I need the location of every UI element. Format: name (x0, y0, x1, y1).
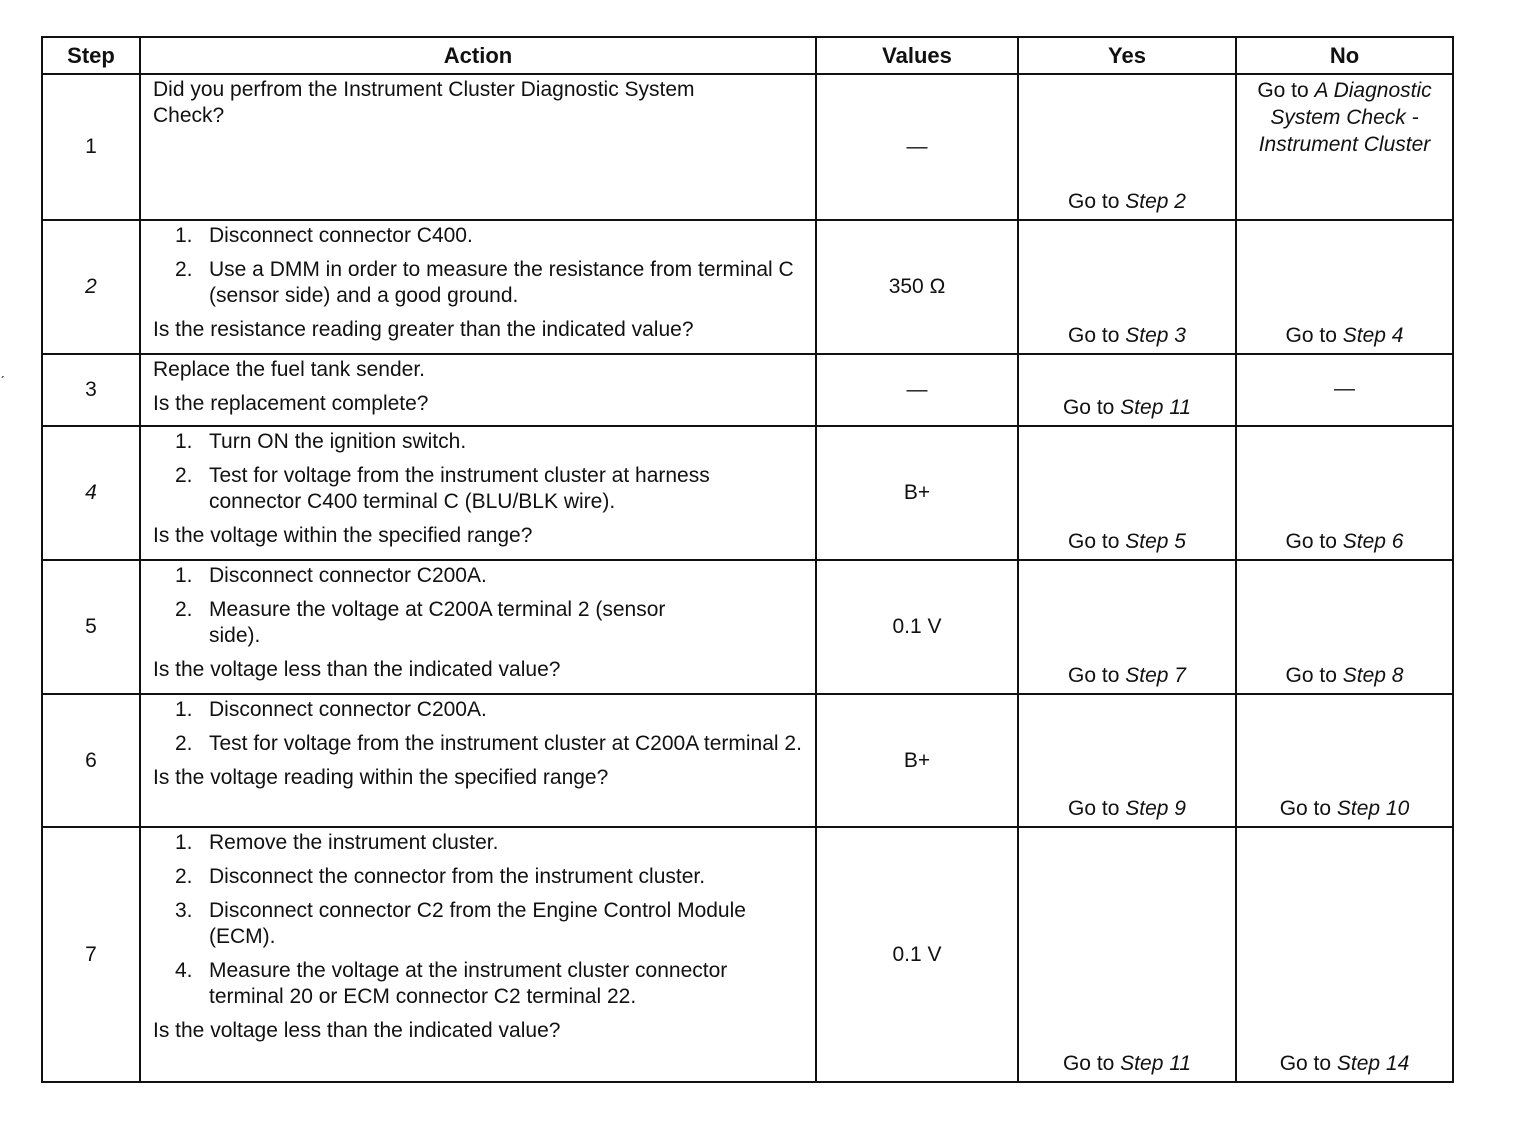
table-row (42, 354, 1453, 426)
stray-scan-mark: ˏ (0, 362, 5, 378)
action-cell (140, 560, 816, 694)
yes-step-ref: Step 5 (1125, 530, 1186, 553)
action-steps-list (153, 830, 805, 1010)
step-number: 6 (42, 694, 140, 827)
yes-step-ref: Step 3 (1125, 324, 1186, 347)
step-number: 2 (42, 220, 140, 354)
list-item: 1. Disconnect connector C400. (175, 224, 473, 247)
list-item: 1. Disconnect connector C200A. (175, 564, 487, 587)
no-cell (1236, 827, 1453, 1082)
action-text: Did you perfrom the Instrument Cluster Diagnostic System Check? (153, 78, 695, 127)
header-no: No (1236, 37, 1453, 74)
diagnostic-table (41, 36, 1454, 1083)
yes-cell (1018, 220, 1236, 354)
step-number: 1 (42, 74, 140, 220)
no-prefix: Go to (1279, 797, 1337, 820)
no-cell (1236, 74, 1453, 220)
value-cell: B+ (816, 426, 1018, 560)
table-row (42, 74, 1453, 220)
table-row (42, 426, 1453, 560)
list-item: 2. Test for voltage from the instrument cluster at harness connector C400 terminal C (BLU/BLK wire). (175, 464, 710, 513)
action-steps-list (153, 563, 805, 649)
header-values: Values (816, 37, 1018, 74)
no-step-ref: A Diagnostic System Check - Instrument Cluster (1258, 79, 1432, 156)
action-cell (140, 426, 816, 560)
no-prefix: Go to (1285, 530, 1343, 553)
header-row (42, 37, 1453, 74)
list-item: 4. Measure the voltage at the instrument cluster connector terminal 20 or ECM connector C2 terminal 22. (175, 959, 728, 1008)
no-prefix: Go to (1279, 1052, 1337, 1075)
action-question: Is the resistance reading greater than the indicated value? (153, 318, 694, 341)
no-cell (1236, 560, 1453, 694)
no-step-ref: Step 10 (1336, 797, 1410, 820)
action-question: Is the voltage reading within the specified range? (153, 766, 609, 789)
yes-prefix: Go to (1068, 664, 1126, 687)
table-row (42, 827, 1453, 1082)
value-cell: — (816, 354, 1018, 426)
action-question: Is the voltage less than the indicated value? (153, 1019, 561, 1042)
no-step-ref: Step 8 (1342, 664, 1404, 687)
table-row (42, 694, 1453, 827)
list-item: 1. Remove the instrument cluster. (175, 831, 499, 854)
step-number: 3 (42, 354, 140, 426)
no-prefix: Go to (1285, 324, 1343, 347)
no-cell (1236, 220, 1453, 354)
yes-step-ref: Step 11 (1120, 1052, 1192, 1075)
yes-step-ref: Step 9 (1125, 797, 1186, 820)
action-cell (140, 74, 816, 220)
action-steps-list (153, 429, 805, 515)
value-cell: 0.1 V (816, 560, 1018, 694)
action-cell (140, 354, 816, 426)
step-number: 5 (42, 560, 140, 694)
action-question: Is the replacement complete? (153, 392, 429, 415)
step-number: 7 (42, 827, 140, 1082)
list-item: 3. Disconnect connector C2 from the Engine Control Module (ECM). (175, 899, 746, 948)
list-item: 1. Disconnect connector C200A. (175, 698, 487, 721)
no-prefix: Go to (1285, 664, 1343, 687)
list-item: 2. Test for voltage from the instrument cluster at C200A terminal 2. (175, 732, 802, 755)
no-cell (1236, 694, 1453, 827)
no-step-ref: Step 6 (1342, 530, 1404, 553)
step-number: 4 (42, 426, 140, 560)
yes-cell (1018, 560, 1236, 694)
list-item: 2. Disconnect the connector from the instrument cluster. (175, 865, 706, 888)
header-step: Step (42, 37, 140, 74)
yes-cell (1018, 426, 1236, 560)
table-row (42, 220, 1453, 354)
value-cell: B+ (816, 694, 1018, 827)
no-cell (1236, 426, 1453, 560)
action-cell (140, 694, 816, 827)
no-step-ref: Step 4 (1342, 324, 1404, 347)
action-question: Is the voltage less than the indicated value? (153, 658, 561, 681)
yes-prefix: Go to (1068, 190, 1126, 213)
yes-step-ref: Step 7 (1125, 664, 1186, 687)
yes-prefix: Go to (1062, 1052, 1121, 1075)
yes-step-ref: Step 11 (1120, 396, 1192, 419)
yes-cell (1018, 74, 1236, 220)
yes-prefix: Go to (1068, 324, 1126, 347)
action-steps-list (153, 697, 805, 757)
value-cell: 0.1 V (816, 827, 1018, 1082)
yes-cell (1018, 827, 1236, 1082)
value-cell: 350 Ω (816, 220, 1018, 354)
yes-prefix: Go to (1068, 797, 1126, 820)
table-row (42, 560, 1453, 694)
no-step-ref: Step 14 (1336, 1052, 1410, 1075)
value-cell: — (816, 74, 1018, 220)
yes-step-ref: Step 2 (1125, 190, 1186, 213)
list-item: 2. Measure the voltage at C200A terminal 2 (sensor side). (175, 598, 666, 647)
list-item: 2. Use a DMM in order to measure the resistance from terminal C (sensor side) and a good ground. (175, 258, 794, 307)
header-yes: Yes (1018, 37, 1236, 74)
yes-cell (1018, 694, 1236, 827)
no-cell: — (1236, 354, 1453, 426)
yes-cell (1018, 354, 1236, 426)
no-prefix: Go to (1257, 79, 1315, 102)
list-item: 1. Turn ON the ignition switch. (175, 430, 467, 453)
action-cell (140, 827, 816, 1082)
yes-prefix: Go to (1062, 396, 1121, 419)
action-steps-list (153, 223, 805, 309)
header-action: Action (140, 37, 816, 74)
action-question: Is the voltage within the specified range? (153, 524, 533, 547)
action-cell (140, 220, 816, 354)
yes-prefix: Go to (1068, 530, 1126, 553)
action-text: Replace the fuel tank sender. (153, 358, 426, 381)
